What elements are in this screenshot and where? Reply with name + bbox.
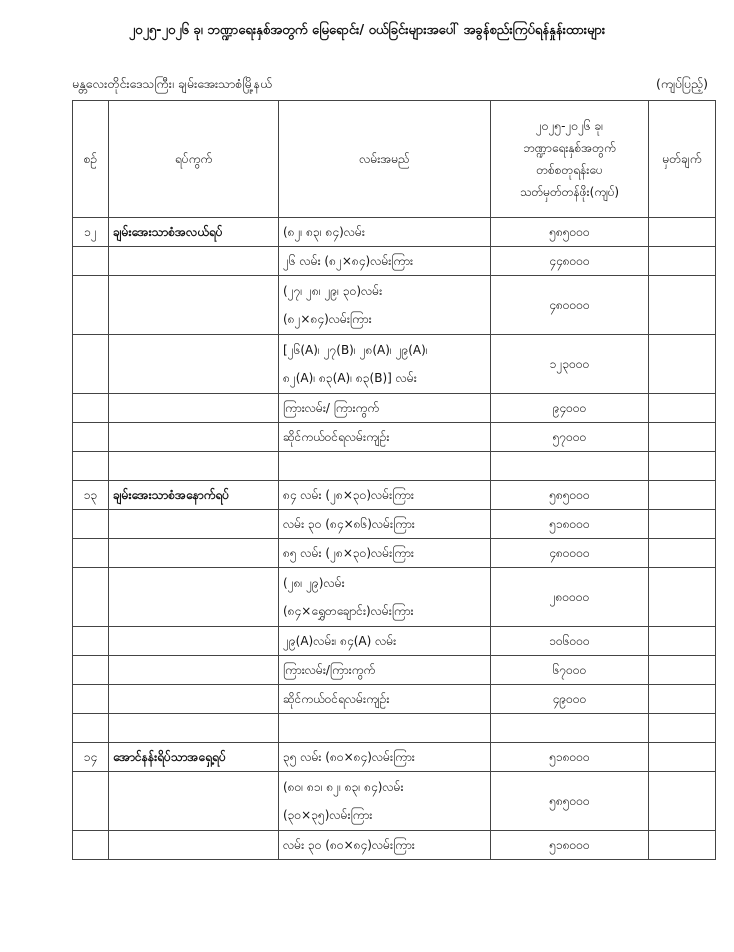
cell-no xyxy=(73,685,109,714)
cell-value: ၅၈၅၀၀၀ xyxy=(491,481,649,510)
cell-ward xyxy=(109,276,279,335)
cell-value: ၄၄၈၀၀၀ xyxy=(491,247,649,276)
table-row xyxy=(73,452,716,481)
road-line: (၃၀×၃၅)လမ်းကြား xyxy=(283,808,373,822)
cell-value: ၄၈၀၀၀၀ xyxy=(491,276,649,335)
cell-ward xyxy=(109,714,279,743)
cell-road xyxy=(279,627,491,656)
road-line: ဆိုင်ကယ်ဝင်ရလမ်းကျဉ်း xyxy=(283,430,390,444)
cell-value: ၅၁၈၀၀၀ xyxy=(491,510,649,539)
road-line: ၈၂(A)၊ ၈၃(A)၊ ၈၃(B)] လမ်း xyxy=(283,371,417,385)
cell-remark xyxy=(649,831,716,860)
cell-remark xyxy=(649,714,716,743)
road-line: (၈၂၊ ၈၃၊ ၈၄)လမ်း xyxy=(283,225,365,239)
cell-remark xyxy=(649,452,716,481)
cell-value: ၄၈၀၀၀၀ xyxy=(491,539,649,568)
road-line: (၂၇၊ ၂၈၊ ၂၉၊ ၃၀)လမ်း xyxy=(283,284,383,298)
cell-ward xyxy=(109,394,279,423)
cell-no xyxy=(73,423,109,452)
cell-road xyxy=(279,276,491,335)
road-line: (၈၂×၈၄)လမ်းကြား xyxy=(283,312,372,326)
cell-no xyxy=(73,247,109,276)
cell-remark xyxy=(649,394,716,423)
cell-no xyxy=(73,394,109,423)
rate-table xyxy=(72,100,716,860)
cell-remark xyxy=(649,627,716,656)
cell-value xyxy=(491,714,649,743)
road-line: ၈၅ လမ်း (၂၈×၃၀)လမ်းကြား xyxy=(283,546,414,560)
cell-remark xyxy=(649,656,716,685)
header-value xyxy=(491,101,649,218)
cell-remark xyxy=(649,510,716,539)
road-line: ကြားလမ်း/ကြားကွက် xyxy=(283,663,376,677)
cell-road xyxy=(279,714,491,743)
header-value-line: ၂၀၂၅-၂၀၂၆ ခု၊ xyxy=(535,119,604,133)
cell-road xyxy=(279,568,491,627)
cell-value: ၅၈၅၀၀၀ xyxy=(491,218,649,247)
cell-ward xyxy=(109,539,279,568)
road-line: ၂၉(A)လမ်း၊ ၈၄(A) လမ်း xyxy=(283,634,397,648)
cell-road xyxy=(279,539,491,568)
table-row xyxy=(73,685,716,714)
table-row xyxy=(73,247,716,276)
road-line: ၂၆ လမ်း (၈၂×၈၄)လမ်းကြား xyxy=(283,254,414,268)
header-no: စဉ် xyxy=(73,101,109,218)
road-line: လမ်း ၃၀ (၈၄×၈၆)လမ်းကြား xyxy=(283,517,415,531)
road-line: (၈၄×ရွှေတချောင်း)လမ်းကြား xyxy=(283,604,414,618)
cell-ward: အောင်နန်းရိပ်သာအရှေ့ရပ် xyxy=(109,743,279,772)
cell-road xyxy=(279,656,491,685)
cell-road xyxy=(279,510,491,539)
cell-no: ၁၂ xyxy=(73,218,109,247)
cell-ward: ချမ်းအေးသာစံအလယ်ရပ် xyxy=(109,218,279,247)
cell-ward xyxy=(109,831,279,860)
road-line: ဆိုင်ကယ်ဝင်ရလမ်းကျဉ်း xyxy=(283,692,390,706)
cell-value: ၁၂၃၀၀၀ xyxy=(491,335,649,394)
table-row xyxy=(73,743,716,772)
table-row xyxy=(73,831,716,860)
cell-ward: ချမ်းအေးသာစံအနောက်ရပ် xyxy=(109,481,279,510)
cell-no xyxy=(73,276,109,335)
table-row xyxy=(73,510,716,539)
cell-remark xyxy=(649,481,716,510)
cell-no: ၁၃ xyxy=(73,481,109,510)
road-line: ၃၅ လမ်း (၈၀×၈၄)လမ်းကြား xyxy=(283,750,415,764)
cell-road xyxy=(279,831,491,860)
cell-road xyxy=(279,394,491,423)
cell-value: ၄၉၀၀၀ xyxy=(491,685,649,714)
cell-no xyxy=(73,452,109,481)
cell-road xyxy=(279,685,491,714)
cell-remark xyxy=(649,247,716,276)
cell-value xyxy=(491,452,649,481)
header-road: လမ်းအမည် xyxy=(279,101,491,218)
table-row xyxy=(73,481,716,510)
cell-road xyxy=(279,335,491,394)
currency-unit-label: (ကျပ်ပြည့်) xyxy=(655,76,708,91)
cell-road xyxy=(279,743,491,772)
road-line: ၈၄ လမ်း (၂၈×၃၀)လမ်းကြား xyxy=(283,488,414,502)
cell-ward xyxy=(109,772,279,831)
township-label: မန္တလေးတိုင်းဒေသကြီး၊ ချမ်းအေးသာစံမြို့နယ် xyxy=(72,76,273,91)
header-row xyxy=(73,101,716,218)
cell-road xyxy=(279,218,491,247)
table-row xyxy=(73,218,716,247)
table-row xyxy=(73,335,716,394)
cell-ward xyxy=(109,452,279,481)
table-row xyxy=(73,627,716,656)
cell-remark xyxy=(649,276,716,335)
cell-value: ၅၇၀၀၀ xyxy=(491,423,649,452)
cell-road xyxy=(279,481,491,510)
table-row xyxy=(73,772,716,831)
table-row xyxy=(73,656,716,685)
cell-value: ၅၁၈၀၀၀ xyxy=(491,743,649,772)
cell-no xyxy=(73,656,109,685)
table-body xyxy=(73,218,716,860)
cell-no xyxy=(73,627,109,656)
header-value-line: တစ်စတုရန်းပေ xyxy=(536,163,603,177)
cell-ward xyxy=(109,510,279,539)
cell-road xyxy=(279,452,491,481)
cell-remark xyxy=(649,335,716,394)
header-value-line: သတ်မှတ်တန်ဖိုး(ကျပ်) xyxy=(519,185,620,199)
cell-ward xyxy=(109,568,279,627)
cell-ward xyxy=(109,656,279,685)
table-row xyxy=(73,423,716,452)
table-row xyxy=(73,714,716,743)
table-row xyxy=(73,539,716,568)
table-row xyxy=(73,276,716,335)
cell-ward xyxy=(109,685,279,714)
cell-value: ၅၈၅၀၀၀ xyxy=(491,772,649,831)
road-line: (၈၀၊ ၈၁၊ ၈၂၊ ၈၃၊ ၈၄)လမ်း xyxy=(283,780,404,794)
cell-no xyxy=(73,772,109,831)
cell-no xyxy=(73,539,109,568)
cell-no xyxy=(73,568,109,627)
cell-value: ၆၇၀၀၀ xyxy=(491,656,649,685)
cell-remark xyxy=(649,218,716,247)
cell-value: ၂၈၀၀၀၀ xyxy=(491,568,649,627)
cell-no xyxy=(73,335,109,394)
road-line: လမ်း ၃၀ (၈၀×၈၄)လမ်းကြား xyxy=(283,838,415,852)
cell-ward xyxy=(109,627,279,656)
cell-no: ၁၄ xyxy=(73,743,109,772)
cell-remark xyxy=(649,685,716,714)
cell-value: ၉၄၀၀၀ xyxy=(491,394,649,423)
road-line: ကြားလမ်း/ ကြားကွက် xyxy=(283,401,379,415)
cell-road xyxy=(279,247,491,276)
table-row xyxy=(73,394,716,423)
cell-road xyxy=(279,772,491,831)
header-value-line: ဘဏ္ဍာရေးနှစ်အတွက် xyxy=(523,141,616,155)
cell-remark xyxy=(649,539,716,568)
cell-ward xyxy=(109,423,279,452)
road-line: (၂၈၊ ၂၉)လမ်း xyxy=(283,576,345,590)
cell-remark xyxy=(649,772,716,831)
cell-value: ၅၁၈၀၀၀ xyxy=(491,831,649,860)
cell-road xyxy=(279,423,491,452)
page-title: ၂၀၂၅-၂၀၂၆ ခု၊ ဘဏ္ဍာရေးနှစ်အတွက် မြေရောင်း/ ဝယ်ခြင်းများအပေါ် အခွန်စည်းကြပ်ရန်နှုန်းထားများ xyxy=(128,23,606,38)
header-ward: ရပ်ကွက် xyxy=(109,101,279,218)
cell-value: ၁၀၆၀၀၀ xyxy=(491,627,649,656)
cell-remark xyxy=(649,423,716,452)
header-remark: မှတ်ချက် xyxy=(649,101,716,218)
table-row xyxy=(73,568,716,627)
cell-ward xyxy=(109,335,279,394)
cell-no xyxy=(73,831,109,860)
cell-remark xyxy=(649,568,716,627)
cell-ward xyxy=(109,247,279,276)
cell-remark xyxy=(649,743,716,772)
road-line: [၂၆(A)၊ ၂၇(B)၊ ၂၈(A)၊ ၂၉(A)၊ xyxy=(283,343,428,357)
cell-no xyxy=(73,510,109,539)
cell-no xyxy=(73,714,109,743)
